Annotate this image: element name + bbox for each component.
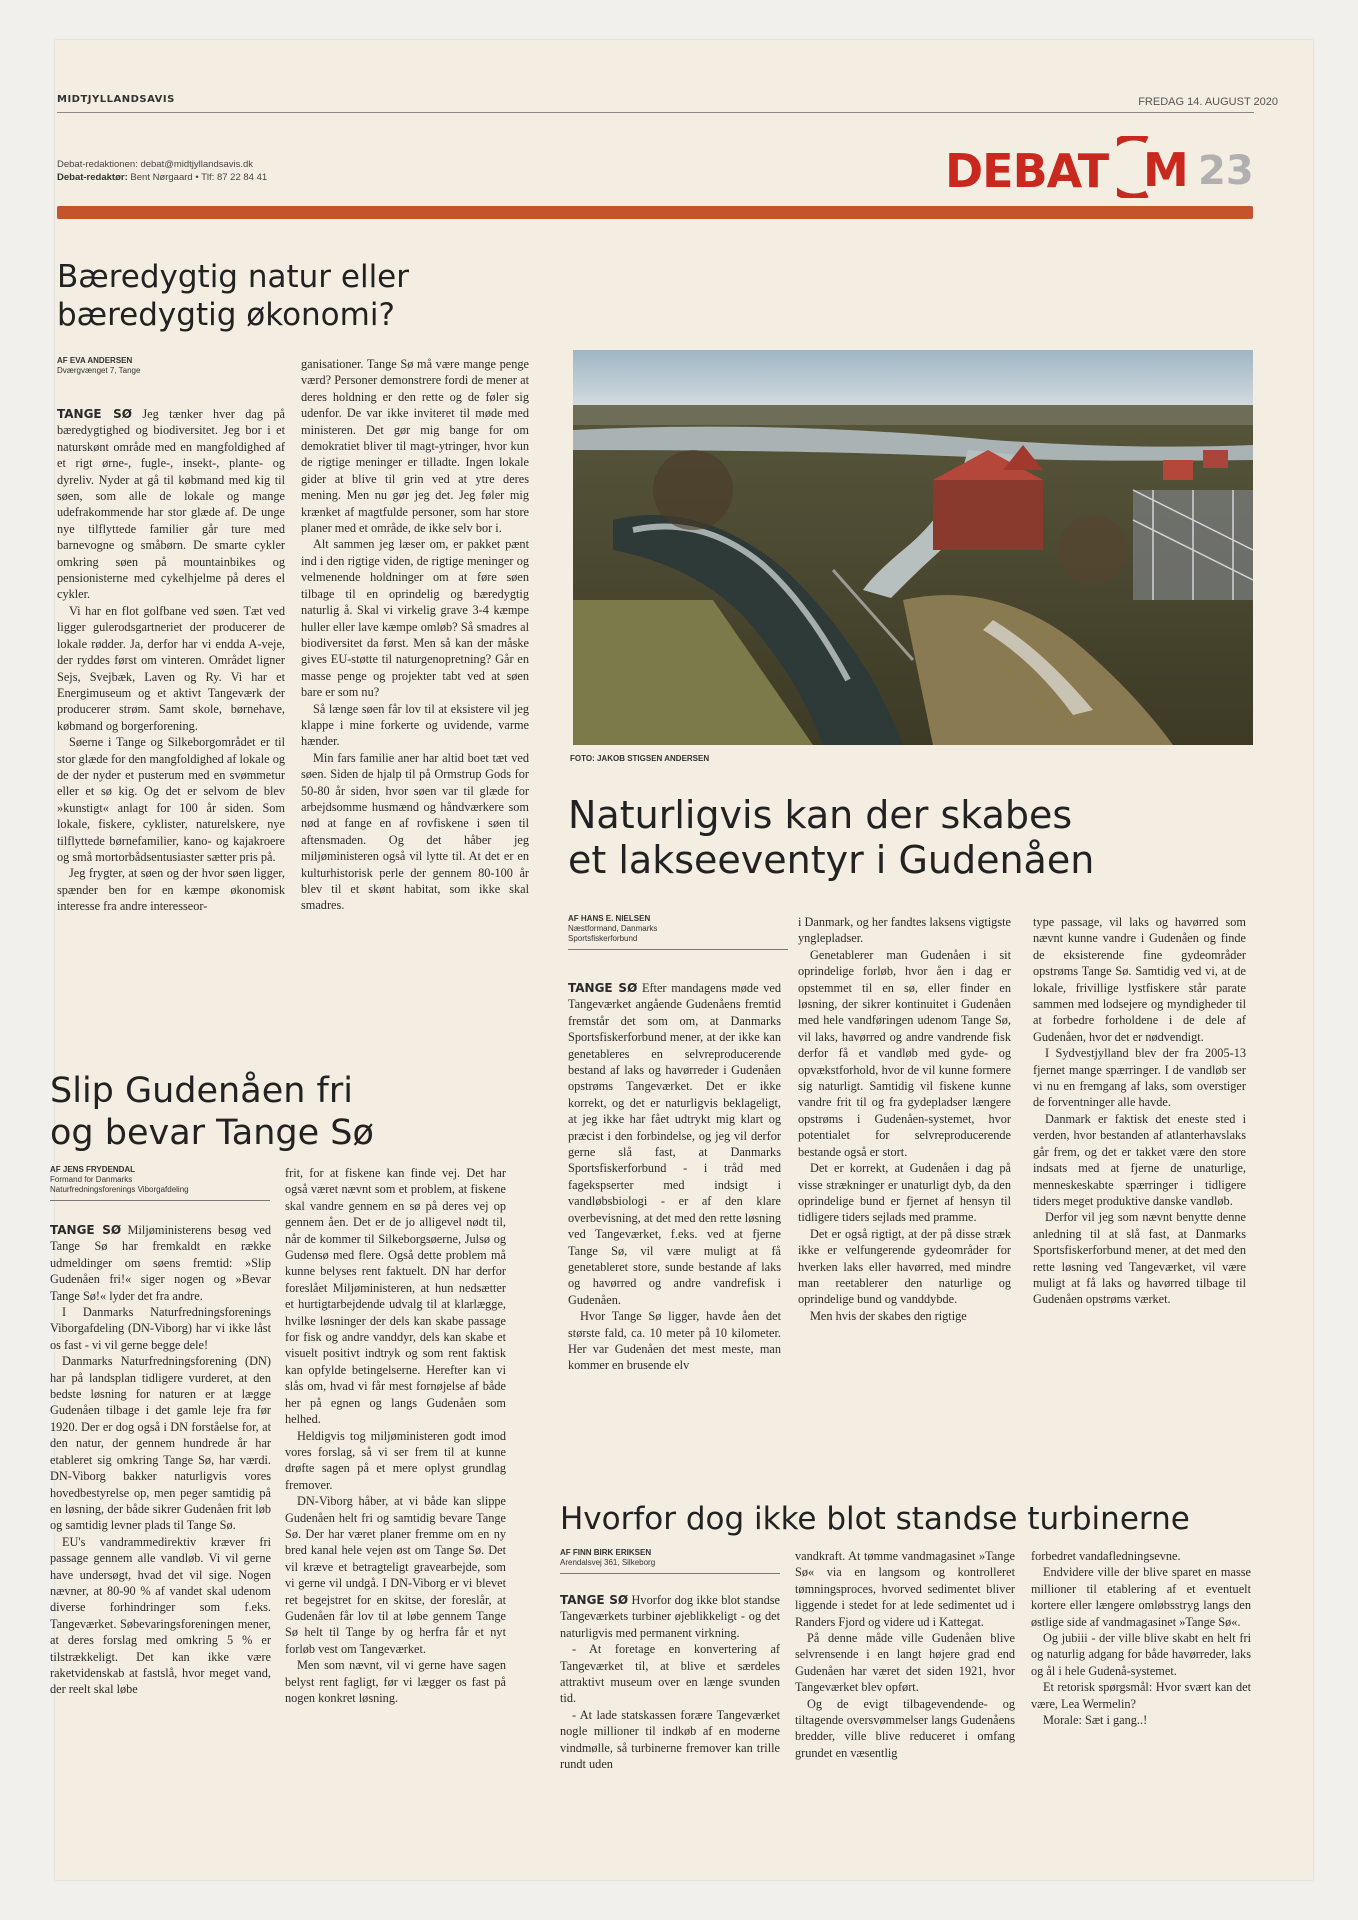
newspaper-page [50, 40, 1313, 1880]
article1-column-2: ganisationer. Tange Sø må være mange penge værd? Personer demonstrere fordi de mener at deres holdning er den rette og de føler sig udenfor. De var ikke inviteret til møde med ministeren. Det gør mig bange for om demokratiet bliver til magt-ytringer, hvor kun de rigtige meninger er tilladte. Ingen lokale gider at blive til grin ved at ytre deres mening. Men nu gør jeg det. Jeg føler mig krænket af magtfulde personer, som har store planer med et område, de ikke selv bor i. Alt sammen jeg læser om, er pakket pænt ind i den rigtige viden, de rigtige meninger og velmenende holdninger om at føre søen tilbage til en oprindelig og bæredygtig naturlig å. Skal vi virkelig grave 3-4 kæmpe huller eller lave kæmpe omløb? Så smadres al biodiversitet da først. Men så kan der måske gives EU-støtte til naturgenopretning? Går en masse penge og projekter tabt ved at søen bare er som nu? Så længe søen får lov til at eksistere vil jeg klappe i mine forkerte og uvidende, varme hænder. Min fars familie aner har altid boet tæt ved søen. Siden de hjalp til på Ormstrup Gods for 50-80 år siden, hvor søen var til glæde for arbejdsomme husmænd og håndværkere som nød at fange en af rovfiskene i søen til aftensmaden. Og det håber jeg miljøministeren også vil lytte til. At det er en kulturhistorisk perle der gennem 80-100 år blev til et skønt habitat, som ikke skal smadres. [301, 357, 529, 913]
article4-dateline: TANGE SØ [560, 1593, 629, 1607]
article1-dateline: TANGE SØ [57, 407, 132, 421]
section-bar [57, 206, 1253, 219]
section-title: DEBAT [945, 144, 1109, 198]
contact-block [57, 158, 267, 184]
article4-headline: Hvorfor dog ikke blot standse turbinerne [560, 1501, 1190, 1537]
article3-byline: AF JENS FRYDENDAL Formand for Danmarks Naturfredningsforenings Viborgafdeling [50, 1165, 260, 1195]
article4-column-1: TANGE SØ Hvorfor dog ikke blot standse Tangeværkets turbiner øjeblikkeligt - og det naturligvis med permanent virkning. - At foretage en konvertering af Tangeværket til, at blive et særdeles attraktivt museum over en længe svunden tid. - At lade statskassen forære Tangeværket nogle millioner til indkøb af en moderne vindmølle, så turbinerne fremover kan trille rundt uden [560, 1593, 781, 1772]
aerial-photo-tangevaerket [573, 350, 1253, 745]
contact-editor: Debat-redaktør: Bent Nørgaard • Tlf: 87 22 84 41 [57, 172, 268, 183]
article2-column-2: i Danmark, og her fandtes laksens vigtigste ynglepladser. Genetablerer man Gudenåen i sit oprindelige forløb, hvor åen i dag er opstemmet til en sø, eller finder en løsning, der sikrer kontinuitet i Gudenåen med hele vandføringen udenom Tange Sø, vil laks, havørred og andre vandrende fisk derfor få et vandløb med gyde- og opvækstforhold, hvor de vil kunne formere sig naturligt. Samtidig vil fiskene kunne vandre frit til og fra gydepladser længere opstrøms i Gudenåen-systemet, hvor potentialet for selvreproducerende bestande også er stort. Det er korrekt, at Gudenåen i dag på visse strækninger er unaturligt dyb, da den oprindelige bund er fjernet af hensyn til tidligere tiders sejlads med pramme. Det er også rigtigt, at der på disse stræk ikke er velfungerende gydeområder for hverken laks eller havørred, med mindre man reetablerer den naturlige og oprindelige bund og vanddybde. Men hvis der skabes den rigtige [798, 915, 1011, 1323]
article3-headline: Slip Gudenåen fri og bevar Tange Sø [50, 1071, 374, 1153]
header-rule [57, 112, 1254, 113]
article1-byline: AF EVA ANDERSEN Dværgvænget 7, Tange [57, 356, 141, 375]
page-number: 23 [1198, 148, 1254, 194]
article1-column-1: TANGE SØ Jeg tænker hver dag på bæredygtighed og biodiversitet. Jeg bor i et naturskønt område med en mangfoldighed af et rigt ørne-, fugle-, insekt-, plante- og dyreliv. Nyder at gå til købmand med kig til søen, som alle de lokale og mange udefrakommende har stor glæde af. De unge nye tilflyttede familier går ture med barnevogne og småbørn. De smarte cykler omkring søen på mountainbikes og pensionisterne med cykelhjelme på deres el cykler. Vi har en flot golfbane ved søen. Tæt ved ligger gulerodsgartneriet der producerer de lokale rødder. Ja, derfor har vi endda A-veje, der ryddes først om vinteren. Området ligner Sejs, Svejbæk, Laven og Ry. Vi har et Energimuseum og et aktivt Tangeværk der producerer strøm. Samt skole, børnehave, købmand og borgerforening. Søerne i Tange og Silkeborgområdet er til stor glæde for den mangfoldighed af lokale og de der nyder et pusterum med en svømmetur eller et sø kig. Og det er selvom de blev »kunstigt« anlagt for 100 år siden. Som lokale, fiskere, cyklister, naturelskere, nye tilflyttede børnefamilier, kano- og kajakroere og små mortorbådsentusiaster sætter pris på. Jeg frygter, at søen og der hvor søen ligger, spænder ben for en kæmpe økonomisk interesse fra andre interesseor- [57, 407, 285, 914]
article2-dateline: TANGE SØ [568, 981, 638, 995]
article1-headline: Bæredygtig natur eller bæredygtig økonomi? [57, 259, 410, 333]
photo-caption: FOTO: JAKOB STIGSEN ANDERSEN [570, 754, 710, 763]
article2-byline: AF HANS E. NIELSEN Næstformand, Danmarks Sportsfiskerforbund [568, 914, 778, 944]
article2-headline: Naturligvis kan der skabes et lakseeventyr i Gudenåen [568, 793, 1095, 882]
article3-column-2: frit, for at fiskene kan finde vej. Det har også været nævnt som et problem, at fiskene skal vandre gennem en sø på deres vej op gennem åen. Det er de jo alligevel nødt til, når de kommer til Silkeborgsøerne, Julsø og Gudensø med flere. Også dette problem må kunne belyses rent faktuelt. DN har derfor foreslået Miljøministeren, at hun nedsætter et hurtigtarbejdende udvalg til at klarlægge, hvilke løsninger der dels kan skabe passage for fisk og andre vanddyr, dels kan skabe et visuelt positivt indtryk og som rent faktisk kan opfylde betingelserne. Herefter kan vi slås om, hvad vi får mest fornøjelse af både her på egnen og langs Gudenåen som helhed. Heldigvis tog miljøministeren godt imod vores forslag, så vi ser frem til at kunne drøfte sagen på et mere oplyst grundlag fremover. DN-Viborg håber, at vi både kan slippe Gudenåen helt fri og samtidig bevare Tange Sø. Der har været planer fremme om en ny bred kanal hele vejen øst om Tange Sø. Det vil kræve et betragteligt gravearbejde, som vi gerne vil undgå. I DN-Viborg er vi blevet ret begejstret for en skitse, der foreslår, at Gudenåen får lov til at løbe gennem Tange Sø helt til Tange by og herfra får et nyt forløb vest om Tangeværket. Men som nævnt, vil vi gerne have sagen belyst rent fagligt, før vi lægger os fast på nogen konkret løsning. [285, 1166, 506, 1705]
article3-dateline: TANGE SØ [50, 1223, 122, 1237]
article2-column-1: TANGE SØ Efter mandagens møde ved Tangeværket angående Gudenåens fremtid fremstår det som om, at Danmarks Sportsfiskerforbund mener, at der ikke kan genetableres en selvreproducerende bestand af laks og havørreder i Gudenåen opstrøms Tangeværket. Det er ikke korrekt, og det er naturligvis beklageligt, at jeg ikke har fået udtrykt mig klart og præcist i den forbindelse, og jeg vil derfor gerne slå fast, at Danmarks Sportsfiskerforbund - i tråd med fagekspserter med indsigt i vandløbsbiologi - er af den klare overbevisning, at det med den rette løsning ved Tangeværket, f.eks. ved at fjerne Tange Sø, vil være muligt at få genetableret store, sunde bestande af laks og havørred og andre vandrefisk i Gudenåen. Hvor Tange Sø ligger, havde åen det største fald, ca. 10 meter på 10 kilometer. Her var Gudenåen det mest meste, man kommer en brusende elv [568, 981, 781, 1373]
masthead: MIDTJYLLANDSAVIS [57, 94, 175, 105]
contact-email: Debat-redaktionen: debat@midtjyllandsavis.dk [57, 159, 254, 170]
logo-letter: M [1143, 143, 1189, 197]
article3-column-1: TANGE SØ Miljøministerens besøg ved Tange Sø har fremkaldt en række udmeldinger om søens fremtid: »Slip Gudenåen fri!« siger nogen og »Bevar Tange Sø!« lyder det fra andre. I Danmarks Naturfredningsforenings Viborgafdeling (DN-Viborg) har vi ikke låst os fast - vi vil gerne begge dele! Danmarks Naturfredningsforening (DN) har på landsplan tidligere vurderet, at den bedste løsning for naturen er at lægge Gudenåen tilbage i det gamle leje fra før 1920. Der er dog også i DN forståelse for, at den natur, der gennem hundrede år har etableret sig omkring Tange Sø, har værdi. DN-Viborg bakker naturligvis vores hovedbestyrelse op, men peger samtidig på en løsning, der både sikrer Gudenåen frit løb og samtidig levner plads til Tange Sø. EU's vandrammedirektiv kræver fri passage gennem alle vandløb. Vi vil gerne have undersøgt, hvad det vil sige. Nogen nævner, at 80-90 % af vandet skal udenom diverse forhindringer som f.eks. Tangeværket. Søbevaringsforeningen mener, at deres forslag med omkring 5 % er tilstrækkeligt. Det kan ikke være raketvidenskab at fastslå, hvor meget vand, der reelt skal løbe [50, 1223, 271, 1697]
article4-column-2: vandkraft. At tømme vandmagasinet »Tange Sø« via en langsom og kontrolleret tømningsproces, hvorved sedimentet bliver liggende i stedet for at lede sedimentet ud i Randers Fjord og videre ud i Kattegat. På denne måde ville Gudenåen blive selvrensende i en langt højere grad end Gudenåen har været det siden 1921, hvor Tangeværket blev opført. Og de evigt tilbagevendende- og tiltagende oversvømmelser langs Gudenåens bredder, ville blive reduceret i omfang grundet en væsentlig [795, 1549, 1015, 1760]
article4-column-3: forbedret vandafledningsevne. Endvidere ville der blive sparet en masse millioner til etablering af et eventuelt kortere eller længere omløbsstryg langs den østlige side af vandmagasinet »Tange Sø«. Og jubiii - der ville blive skabt en helt fri og naturlig adgang for både havørreder, laks og ål i hele Gudenå-systemet. Et retorisk spørgsmål: Hvor svært kan det være, Lea Wermelin? Morale: Sæt i gang..! [1031, 1549, 1251, 1728]
article2-column-3: type passage, vil laks og havørred som nævnt kunne vandre i Gudenåen og finde de eksisterende fine gydeområder opstrøms Tange Sø. Samtidig ved vi, at de lokale, frivillige lystfiskere står parate sammen med lodsejere og myndigheder til at forbedre forholdene i de dele af Gudenåen, hvor det er nødvendigt. I Sydvestjylland blev der fra 2005-13 fjernet mange spærringer. I de vandløb ser vi nu en fremgang af laks, som overstiger de forventninger alle havde. Danmark er faktisk det eneste sted i verden, hvor bestanden af atlanterhavslaks går frem, og det er takket være den store indsats med at fjerne de unaturlige, menneskeskabte spærringer i tidligere tiders meget produktive danske vandløb. Derfor vil jeg som nævnt benytte denne anledning til at slå fast, at Danmarks Sportsfiskerforbund mener, at det med den rette løsning ved Tangeværket, vil være muligt at få laks og havørred tilbage til Gudenåen opstrøms værket. [1033, 915, 1246, 1307]
issue-date: FREDAG 14. AUGUST 2020 [1138, 96, 1278, 108]
article4-byline: AF FINN BIRK ERIKSEN Arendalsvej 361, Silkeborg [560, 1548, 770, 1568]
